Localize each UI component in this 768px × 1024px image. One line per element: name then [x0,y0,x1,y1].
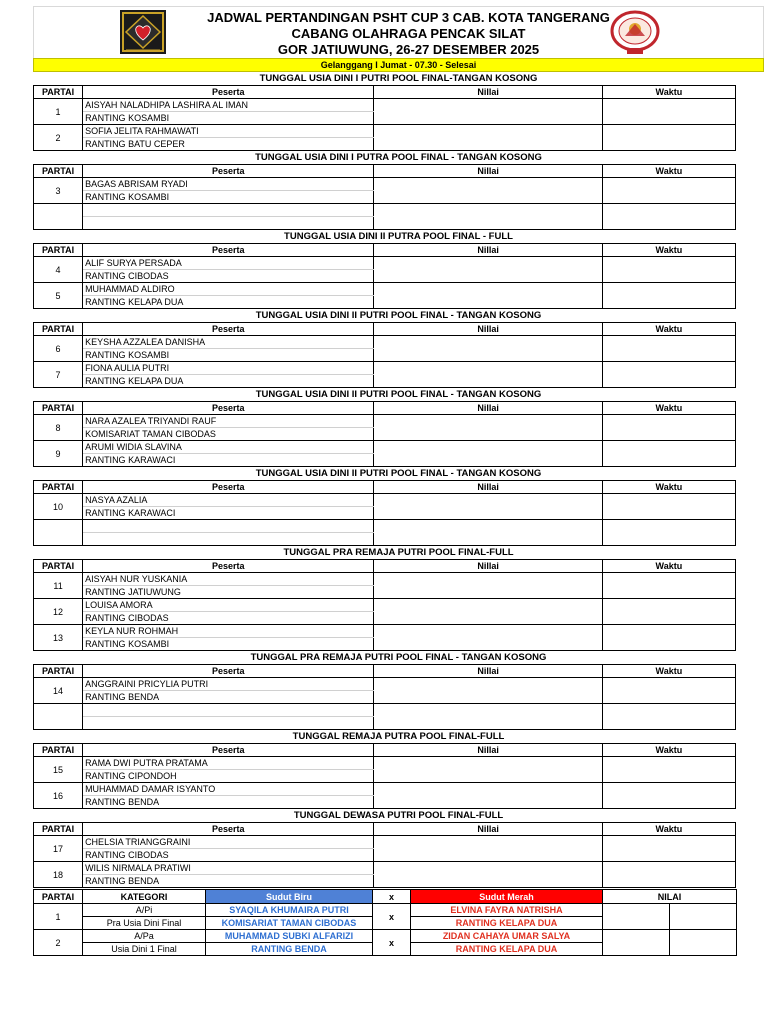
table-row [34,178,736,191]
participant-ranting: RANTING BENDA [83,691,374,704]
nilai-cell[interactable] [374,336,602,362]
partai-number: 6 [34,336,83,362]
waktu-cell[interactable] [602,520,735,546]
participant-name: WILIS NIRMALA PRATIWI [83,862,374,875]
bracket-partai: 2 [34,930,83,956]
bracket-partai: 1 [34,904,83,930]
participant-name: RAMA DWI PUTRA PRATAMA [83,757,374,770]
schedule-table [33,164,736,230]
partai-number: 18 [34,862,83,888]
participant-ranting: RANTING CIBODAS [83,849,374,862]
section-title: TUNGGAL USIA DINI II PUTRA POOL FINAL - FULL [284,231,513,242]
participant-name: MUHAMMAD ALDIRO [83,283,374,296]
blue-corner-ranting: KOMISARIAT TAMAN CIBODAS [206,917,373,930]
nilai-cell[interactable] [374,678,602,704]
document-header [33,6,764,58]
col-partai: PARTAI [34,665,83,678]
partai-number: 17 [34,836,83,862]
waktu-cell[interactable] [602,125,735,151]
red-corner-name: ZIDAN CAHAYA UMAR SALYA [411,930,603,943]
participant-name: BAGAS ABRISAM RYADI [83,178,374,191]
col-waktu: Waktu [602,560,735,573]
col-partai: PARTAI [34,244,83,257]
col-partai: PARTAI [34,481,83,494]
waktu-cell[interactable] [602,862,735,888]
partai-number [34,520,83,546]
table-header-row [34,244,736,257]
table-row [34,783,736,796]
schedule-table [33,243,736,309]
nilai-cell[interactable] [374,862,602,888]
participant-ranting: RANTING KOSAMBI [83,638,374,651]
table-row [34,862,736,875]
schedule-table [33,822,736,888]
nilai-cell[interactable] [374,283,602,309]
versus-mark: x [373,904,411,930]
section-title: TUNGGAL USIA DINI I PUTRI POOL FINAL-TANGAN KOSONG [259,73,538,84]
nilai-cell[interactable] [374,125,602,151]
header-titles [174,10,643,58]
participant-name: AISYAH NALADHIPA LASHIRA AL IMAN [83,99,374,112]
participant-name: FIONA AULIA PUTRI [83,362,374,375]
col-partai: PARTAI [34,560,83,573]
col-partai: PARTAI [34,86,83,99]
participant-ranting: RANTING BENDA [83,875,374,888]
participant-name: ARUMI WIDIA SLAVINA [83,441,374,454]
bracket-col-nilai: NILAI [603,890,737,904]
nilai-cell[interactable] [374,599,602,625]
nilai-cell[interactable] [374,204,602,230]
bracket-header-row [34,890,737,904]
table-row [34,678,736,691]
col-waktu: Waktu [602,481,735,494]
participant-ranting [83,533,374,546]
psht-emblem-icon [120,10,166,54]
waktu-cell[interactable] [602,757,735,783]
versus-mark: x [373,930,411,956]
table-row [34,441,736,454]
col-peserta: Peserta [83,244,374,257]
waktu-cell[interactable] [602,625,735,651]
table-header-row [34,323,736,336]
schedule-table [33,743,736,809]
participant-name [83,520,374,533]
col-peserta: Peserta [83,744,374,757]
schedule-table [33,559,736,651]
waktu-cell[interactable] [602,441,735,467]
participant-ranting: RANTING KOSAMBI [83,191,374,204]
col-waktu: Waktu [602,744,735,757]
col-waktu: Waktu [602,165,735,178]
participant-ranting: RANTING KELAPA DUA [83,375,374,388]
col-nilai: Nillai [374,665,602,678]
col-partai: PARTAI [34,402,83,415]
col-waktu: Waktu [602,244,735,257]
table-row [34,204,736,217]
waktu-cell[interactable] [602,704,735,730]
participant-name: KEYSHA AZZALEA DANISHA [83,336,374,349]
partai-number: 12 [34,599,83,625]
col-partai: PARTAI [34,744,83,757]
col-waktu: Waktu [602,823,735,836]
table-row [34,257,736,270]
section-title: TUNGGAL REMAJA PUTRA POOL FINAL-FULL [292,731,505,742]
bracket-kategori-name: Pra Usia Dini Final [83,917,206,930]
participant-name: NARA AZALEA TRIYANDI RAUF [83,415,374,428]
table-row [34,494,736,507]
bracket-col-sudut-biru: Sudut Biru [206,890,373,904]
nilai-cell[interactable] [374,494,602,520]
participant-ranting: RANTING KOSAMBI [83,112,374,125]
partai-number: 15 [34,757,83,783]
table-header-row [34,402,736,415]
nilai-red-cell[interactable] [670,904,737,930]
bracket-kategori-code: A/Pi [83,904,206,917]
participant-ranting: KOMISARIAT TAMAN CIBODAS [83,428,374,441]
participant-ranting: RANTING KARAWACI [83,507,374,520]
table-row [34,99,736,112]
col-waktu: Waktu [602,323,735,336]
partai-number [34,704,83,730]
table-header-row [34,481,736,494]
col-nilai: Nillai [374,165,602,178]
table-row [34,704,736,717]
blue-corner-name: MUHAMMAD SUBKI ALFARIZI [206,930,373,943]
partai-number: 3 [34,178,83,204]
red-corner-ranting: RANTING KELAPA DUA [411,943,603,956]
section-title: TUNGGAL PRA REMAJA PUTRI POOL FINAL - TANGAN KOSONG [250,652,547,663]
waktu-cell[interactable] [602,257,735,283]
nilai-red-cell[interactable] [670,930,737,956]
partai-number: 14 [34,678,83,704]
kormi-seal-icon [609,10,661,56]
partai-number: 8 [34,415,83,441]
participant-name: MUHAMMAD DAMAR ISYANTO [83,783,374,796]
participant-name: SOFIA JELITA RAHMAWATI [83,125,374,138]
col-nilai: Nillai [374,744,602,757]
col-partai: PARTAI [34,165,83,178]
col-peserta: Peserta [83,402,374,415]
nilai-cell[interactable] [374,362,602,388]
col-nilai: Nillai [374,823,602,836]
col-nilai: Nillai [374,86,602,99]
col-peserta: Peserta [83,165,374,178]
section-title: TUNGGAL PRA REMAJA PUTRI POOL FINAL-FULL [283,547,514,558]
participant-ranting [83,217,374,230]
nilai-cell[interactable] [374,836,602,862]
section-title: TUNGGAL USIA DINI II PUTRI POOL FINAL - TANGAN KOSONG [255,310,542,321]
participant-name: ALIF SURYA PERSADA [83,257,374,270]
bracket-row [34,930,737,943]
red-corner-name: ELVINA FAYRA NATRISHA [411,904,603,917]
table-row [34,836,736,849]
nilai-cell[interactable] [374,178,602,204]
partai-number: 11 [34,573,83,599]
schedule-table [33,480,736,546]
waktu-cell[interactable] [602,573,735,599]
nilai-cell[interactable] [374,520,602,546]
col-peserta: Peserta [83,86,374,99]
schedule-table [33,322,736,388]
nilai-blue-cell[interactable] [603,930,670,956]
section-title: TUNGGAL DEWASA PUTRI POOL FINAL-FULL [293,810,504,821]
waktu-cell[interactable] [602,178,735,204]
col-nilai: Nillai [374,402,602,415]
col-peserta: Peserta [83,823,374,836]
waktu-cell[interactable] [602,678,735,704]
partai-number: 4 [34,257,83,283]
partai-number: 13 [34,625,83,651]
participant-ranting: RANTING KELAPA DUA [83,296,374,309]
col-nilai: Nillai [374,560,602,573]
participant-ranting: RANTING JATIUWUNG [83,586,374,599]
col-peserta: Peserta [83,665,374,678]
waktu-cell[interactable] [602,599,735,625]
waktu-cell[interactable] [602,836,735,862]
table-row [34,362,736,375]
participant-ranting: RANTING CIPONDOH [83,770,374,783]
partai-number: 5 [34,283,83,309]
participant-name: LOUISA AMORA [83,599,374,612]
col-waktu: Waktu [602,402,735,415]
schedule-table [33,401,736,467]
participant-name: ANGGRAINI PRICYLIA PUTRI [83,678,374,691]
bracket-col-sudut-merah: Sudut Merah [411,890,603,904]
blue-corner-ranting: RANTING BENDA [206,943,373,956]
participant-ranting [83,717,374,730]
participant-name [83,704,374,717]
waktu-cell[interactable] [602,494,735,520]
arena-session-banner: Gelanggang I Jumat - 07.30 - Selesai [33,58,764,72]
table-header-row [34,823,736,836]
col-partai: PARTAI [34,823,83,836]
col-partai: PARTAI [34,323,83,336]
table-header-row [34,665,736,678]
table-row [34,757,736,770]
col-waktu: Waktu [602,665,735,678]
schedule-table [33,85,736,151]
section-title: TUNGGAL USIA DINI I PUTRA POOL FINAL - TANGAN KOSONG [255,152,542,163]
participant-name: CHELSIA TRIANGGRAINI [83,836,374,849]
title-line-3: GOR JATIUWUNG, 26-27 DESEMBER 2025 [277,42,540,57]
partai-number: 16 [34,783,83,809]
nilai-cell[interactable] [374,783,602,809]
sections-container [33,72,764,888]
bracket-col-kategori: KATEGORI [83,890,206,904]
table-header-row [34,744,736,757]
nilai-cell[interactable] [374,757,602,783]
waktu-cell[interactable] [602,415,735,441]
table-header-row [34,560,736,573]
red-corner-ranting: RANTING KELAPA DUA [411,917,603,930]
waktu-cell[interactable] [602,783,735,809]
participant-ranting: RANTING CIBODAS [83,612,374,625]
col-nilai: Nillai [374,244,602,257]
table-row [34,573,736,586]
partai-number: 7 [34,362,83,388]
col-waktu: Waktu [602,86,735,99]
col-nilai: Nillai [374,323,602,336]
schedule-page [33,6,764,956]
table-row [34,283,736,296]
bracket-col-partai: PARTAI [34,890,83,904]
participant-ranting: RANTING KARAWACI [83,454,374,467]
nilai-cell[interactable] [374,573,602,599]
col-nilai: Nillai [374,481,602,494]
bracket-table [33,889,737,956]
table-row [34,415,736,428]
schedule-table [33,664,736,730]
nilai-cell[interactable] [374,704,602,730]
participant-name: NASYA AZALIA [83,494,374,507]
participant-ranting: RANTING CIBODAS [83,270,374,283]
col-peserta: Peserta [83,560,374,573]
waktu-cell[interactable] [602,336,735,362]
waktu-cell[interactable] [602,204,735,230]
partai-number: 1 [34,99,83,125]
bracket-kategori-name: Usia Dini 1 Final [83,943,206,956]
participant-ranting: RANTING BENDA [83,796,374,809]
table-row [34,125,736,138]
section-title: TUNGGAL USIA DINI II PUTRI POOL FINAL - TANGAN KOSONG [255,468,542,479]
partai-number: 9 [34,441,83,467]
participant-name: AISYAH NUR YUSKANIA [83,573,374,586]
table-row [34,625,736,638]
nilai-cell[interactable] [374,625,602,651]
participant-name: KEYLA NUR ROHMAH [83,625,374,638]
title-line-2: CABANG OLAHRAGA PENCAK SILAT [291,26,526,41]
blue-corner-name: SYAQILA KHUMAIRA PUTRI [206,904,373,917]
waktu-cell[interactable] [602,362,735,388]
partai-number [34,204,83,230]
partai-number: 10 [34,494,83,520]
nilai-cell[interactable] [374,257,602,283]
col-peserta: Peserta [83,481,374,494]
participant-ranting: RANTING BATU CEPER [83,138,374,151]
nilai-cell[interactable] [374,441,602,467]
nilai-cell[interactable] [374,99,602,125]
nilai-cell[interactable] [374,415,602,441]
participant-ranting: RANTING KOSAMBI [83,349,374,362]
bracket-row [34,904,737,917]
table-row [34,336,736,349]
waktu-cell[interactable] [602,99,735,125]
bracket-kategori-code: A/Pa [83,930,206,943]
participant-name [83,204,374,217]
col-peserta: Peserta [83,323,374,336]
table-row [34,520,736,533]
table-row [34,599,736,612]
nilai-blue-cell[interactable] [603,904,670,930]
section-title: TUNGGAL USIA DINI II PUTRI POOL FINAL - TANGAN KOSONG [255,389,542,400]
title-line-1: JADWAL PERTANDINGAN PSHT CUP 3 CAB. KOTA TANGERANG [207,10,610,25]
waktu-cell[interactable] [602,283,735,309]
table-header-row [34,86,736,99]
bracket-col-x: x [373,890,411,904]
table-header-row [34,165,736,178]
partai-number: 2 [34,125,83,151]
